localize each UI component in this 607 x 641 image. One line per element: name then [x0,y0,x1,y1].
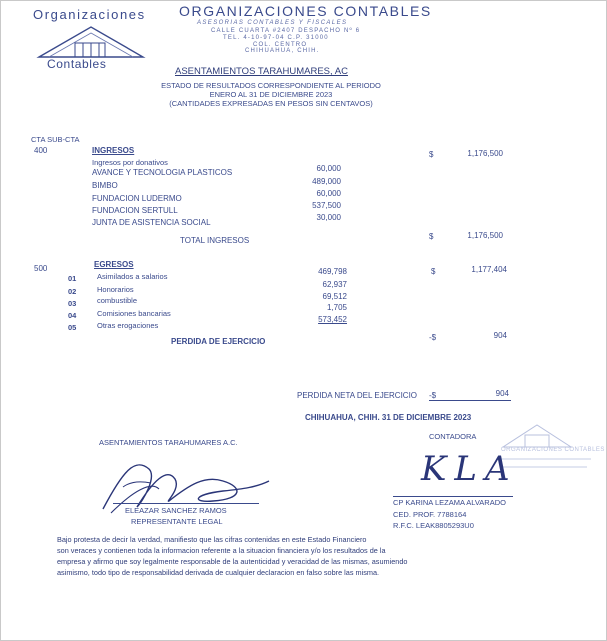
cta-subcta-header: CTA SUB-CTA [31,135,80,144]
firm-name: ORGANIZACIONES CONTABLES [179,3,432,19]
legal-line: asimismo, todo tipo de responsabilidad derivada de cualquier declaracion en falso sobre las misma. [57,568,380,577]
egresos-total: 1,177,404 [471,265,507,274]
signatory-right-ced: CED. PROF. 7788164 [393,510,467,519]
signature-right-line [393,496,513,497]
signatory-right-rfc: R.F.C. LEAK8805293U0 [393,521,474,530]
egresos-label: EGRESOS [94,260,134,269]
report-title: ESTADO DE RESULTADOS CORRESPONDIENTE AL PERIODO [161,81,381,90]
ingresos-item-label: Ingresos por donativos [92,158,168,167]
perdida-neta-amount: 904 [495,389,509,398]
ingresos-item-label: FUNDACION SERTULL [92,206,178,215]
egresos-item-sub: 05 [68,323,77,332]
firm-address-3: COL. CENTRO [253,42,308,48]
ingresos-item-label: BIMBO [92,181,118,190]
egresos-item-amount: 62,937 [322,280,347,289]
perdida-neta-currency: -$ [429,391,437,400]
logo-bottom-text: Contables [47,57,107,71]
ingresos-currency: $ [429,150,434,159]
signatory-right-name: CP KARINA LEZAMA ALVARADO [393,498,506,507]
signature-left-line [113,503,259,504]
egresos-item-sub: 03 [68,299,77,308]
company-name: ASENTAMIENTOS TARAHUMARES, AC [175,66,348,77]
signatory-left-role: REPRESENTANTE LEGAL [131,517,223,526]
egresos-item-label: Comisiones bancarias [97,309,171,318]
egresos-item-amount: 469,798 [318,267,347,276]
report-note: (CANTIDADES EXPRESADAS EN PESOS SIN CENTAVOS) [169,99,373,108]
stamp-text: ORGANIZACIONES CONTABLES [501,447,605,453]
firm-address-2: TEL. 4-10-97-04 C.P. 31000 [223,35,329,41]
total-ingresos-currency: $ [429,232,434,241]
perdida-amount: 904 [493,331,507,340]
total-ingresos-label: TOTAL INGRESOS [180,236,250,245]
egresos-item-amount: 573,452 [318,315,347,324]
date-line: CHIHUAHUA, CHIH. 31 DE DICIEMBRE 2023 [305,413,472,422]
report-period: ENERO AL 31 DE DICIEMBRE 2023 [209,90,333,99]
ingresos-code: 400 [34,146,48,155]
ingresos-item-label: FUNDACION LUDERMO [92,194,182,203]
perdida-neta-label: PERDIDA NETA DEL EJERCICIO [297,391,418,400]
ingresos-item-label: AVANCE Y TECNOLOGIA PLASTICOS [92,168,233,177]
egresos-item-sub: 04 [68,311,77,320]
ingresos-item-amount: 60,000 [316,189,341,198]
egresos-code: 500 [34,264,48,273]
egresos-currency: $ [431,267,436,276]
logo-icon [35,23,147,61]
ingresos-item-amount: 30,000 [316,213,341,222]
logo-top-text: Organizaciones [33,7,146,22]
perdida-label: PERDIDA DE EJERCICIO [171,337,266,346]
firm-tagline: ASESORIAS CONTABLES Y FISCALES [197,20,348,26]
egresos-item-amount: 69,512 [322,292,347,301]
egresos-item-label: Asimilados a salarios [97,272,168,281]
ingresos-item-amount: 537,500 [312,201,341,210]
ingresos-item-amount: 489,000 [312,177,341,186]
egresos-item-label: Honorarios [97,285,134,294]
ingresos-item-amount: 60,000 [316,164,341,173]
perdida-currency: -$ [429,333,437,342]
total-ingresos-value: 1,176,500 [467,231,503,240]
egresos-item-sub: 02 [68,287,77,296]
signatory-left-header: ASENTAMIENTOS TARAHUMARES A.C. [99,438,238,447]
signatory-right-header: CONTADORA [429,432,477,441]
firm-address-4: CHIHUAHUA, CHIH. [245,48,320,54]
ingresos-total-top: 1,176,500 [467,149,503,158]
egresos-item-sub: 01 [68,274,77,283]
egresos-item-label: Otras erogaciones [97,321,159,330]
perdida-neta-underline [429,400,511,401]
egresos-item-label: combustible [97,296,138,305]
signatory-left-name: ELEAZAR SANCHEZ RAMOS [125,506,227,515]
signature-right-initials: KLA [421,449,518,489]
egresos-item-amount: 1,705 [326,303,347,312]
firm-address-1: CALLE CUARTA #2407 DESPACHO Nº 6 [211,28,361,34]
ingresos-label: INGRESOS [92,146,135,155]
legal-line: empresa y afirmo que soy legalmente responsable de la autenticidad y veracidad de las mismas, asumiendo [57,557,408,566]
ingresos-item-label: JUNTA DE ASISTENCIA SOCIAL [92,218,211,227]
legal-line: son veraces y contienen toda la informacion referente a la situacion financiera y/o los resultados de la [57,546,386,555]
legal-line: Bajo protesta de decir la verdad, manifiesto que las cifras contenidas en este Estado Financiero [57,535,367,544]
